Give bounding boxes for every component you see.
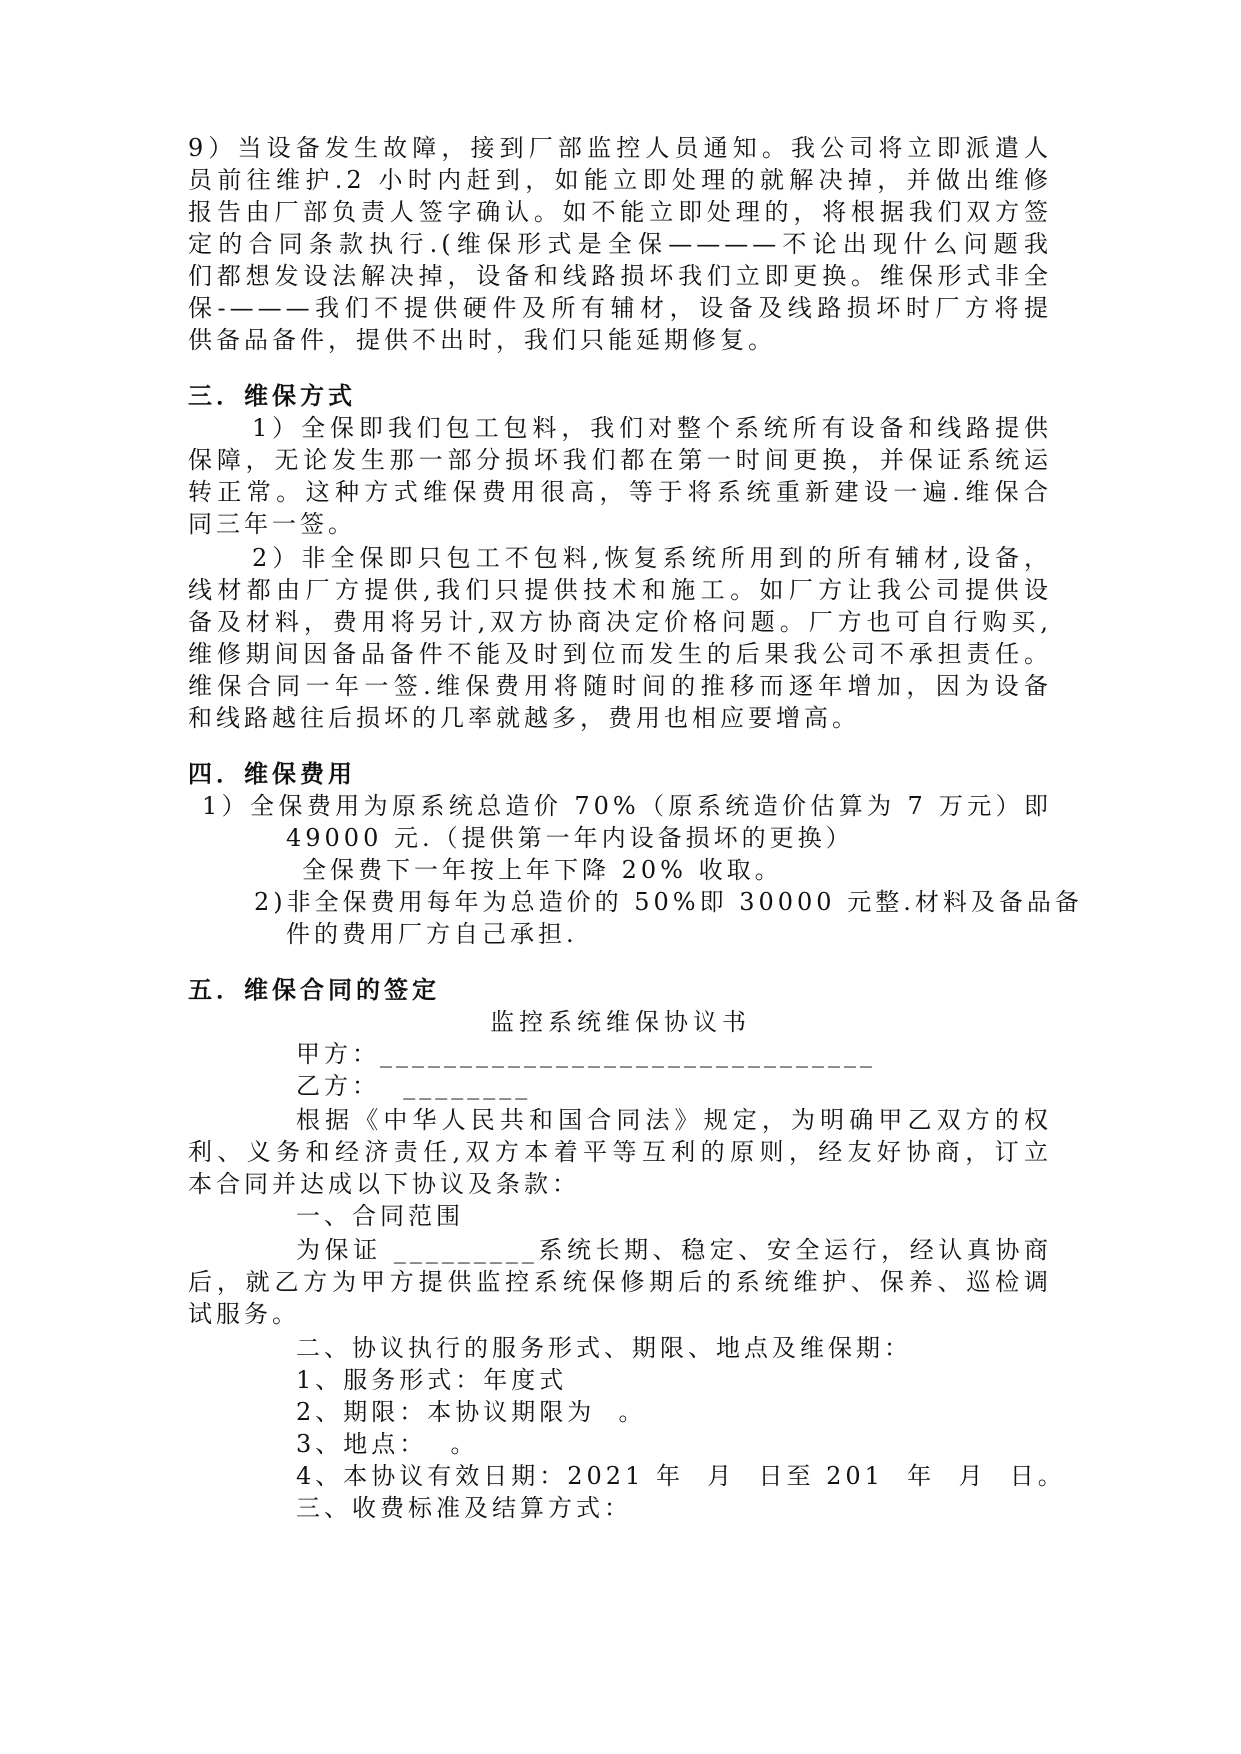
list-item: 3、地点： 。: [296, 1430, 479, 1458]
paragraph-line: 员前往维护.2 小时内赶到，如能立即处理的就解决掉，并做出维修: [188, 166, 1052, 194]
agreement-title: 监控系统维保协议书: [490, 1008, 751, 1036]
paragraph-line: 保障，无论发生那一部分损坏我们都在第一时间更换，并保证系统运: [188, 446, 1052, 474]
list-item: 4、本协议有效日期：2021 年 月 日至 201 年 月 日。: [296, 1462, 1066, 1490]
list-item: 1、服务形式：年度式: [296, 1366, 568, 1394]
section-heading: 四．维保费用: [188, 760, 356, 788]
paragraph-line: 转正常。这种方式维保费用很高，等于将系统重新建设一遍.维保合: [188, 478, 1052, 506]
paragraph-line: 9）当设备发生故障，接到厂部监控人员通知。我公司将立即派遣人: [188, 134, 1052, 162]
paragraph-line: 根据《中华人民共和国合同法》规定，为明确甲乙双方的权: [296, 1106, 1052, 1134]
paragraph-line: 为保证 _________系统长期、稳定、安全运行，经认真协商: [296, 1236, 1052, 1264]
paragraph-line: 试服务。: [188, 1300, 300, 1328]
paragraph-line: 保-———我们不提供硬件及所有辅材，设备及线路损坏时厂方将提: [188, 294, 1052, 322]
paragraph-line: 报告由厂部负责人签字确认。如不能立即处理的，将根据我们双方签: [188, 198, 1052, 226]
paragraph-line: 全保费下一年按上年下降 20% 收取。: [302, 856, 783, 884]
paragraph-line: 们都想发设法解决掉，设备和线路损坏我们立即更换。维保形式非全: [188, 262, 1052, 290]
paragraph-line: 利、义务和经济责任,双方本着平等互利的原则，经友好协商，订立: [188, 1138, 1052, 1166]
clause-heading: 一、合同范围: [296, 1202, 464, 1230]
paragraph-line: 2)非全保费用每年为总造价的 50%即 30000 元整.材料及备品备: [254, 888, 1083, 916]
paragraph-line: 和线路越往后损坏的几率就越多，费用也相应要增高。: [188, 704, 860, 732]
section-heading: 三．维保方式: [188, 382, 356, 410]
paragraph-line: 维保合同一年一签.维保费用将随时间的推移而逐年增加，因为设备: [188, 672, 1052, 700]
paragraph-line: 供备品备件，提供不出时，我们只能延期修复。: [188, 326, 776, 354]
paragraph-line: 1）全保即我们包工包料，我们对整个系统所有设备和线路提供: [252, 414, 1052, 442]
clause-heading: 二、协议执行的服务形式、期限、地点及维保期：: [296, 1334, 912, 1362]
section-heading: 五．维保合同的签定: [188, 976, 440, 1004]
paragraph-line: 后，就乙方为甲方提供监控系统保修期后的系统维护、保养、巡检调: [188, 1268, 1052, 1296]
paragraph-line: 件的费用厂方自己承担.: [286, 920, 578, 948]
clause-heading: 三、收费标准及结算方式：: [296, 1494, 632, 1522]
paragraph-line: 线材都由厂方提供,我们只提供技术和施工。如厂方让我公司提供设: [188, 576, 1052, 604]
paragraph-line: 同三年一签。: [188, 510, 356, 538]
list-item: 2、期限：本协议期限为 。: [296, 1398, 647, 1426]
paragraph-line: 备及材料，费用将另计,双方协商决定价格问题。厂方也可自行购买,: [188, 608, 1052, 636]
party-a-line: 甲方：_______________________________: [296, 1040, 876, 1068]
party-b-line: 乙方： ________: [296, 1072, 532, 1100]
paragraph-line: 49000 元.（提供第一年内设备损坏的更换）: [286, 824, 854, 852]
paragraph-line: 定的合同条款执行.(维保形式是全保————不论出现什么问题我: [188, 230, 1052, 258]
paragraph-line: 2）非全保即只包工不包料,恢复系统所用到的所有辅材,设备，: [252, 544, 1052, 572]
paragraph-line: 1）全保费用为原系统总造价 70%（原系统造价估算为 7 万元）即: [202, 792, 1052, 820]
paragraph-line: 本合同并达成以下协议及条款：: [188, 1170, 580, 1198]
paragraph-line: 维修期间因备品备件不能及时到位而发生的后果我公司不承担责任。: [188, 640, 1052, 668]
